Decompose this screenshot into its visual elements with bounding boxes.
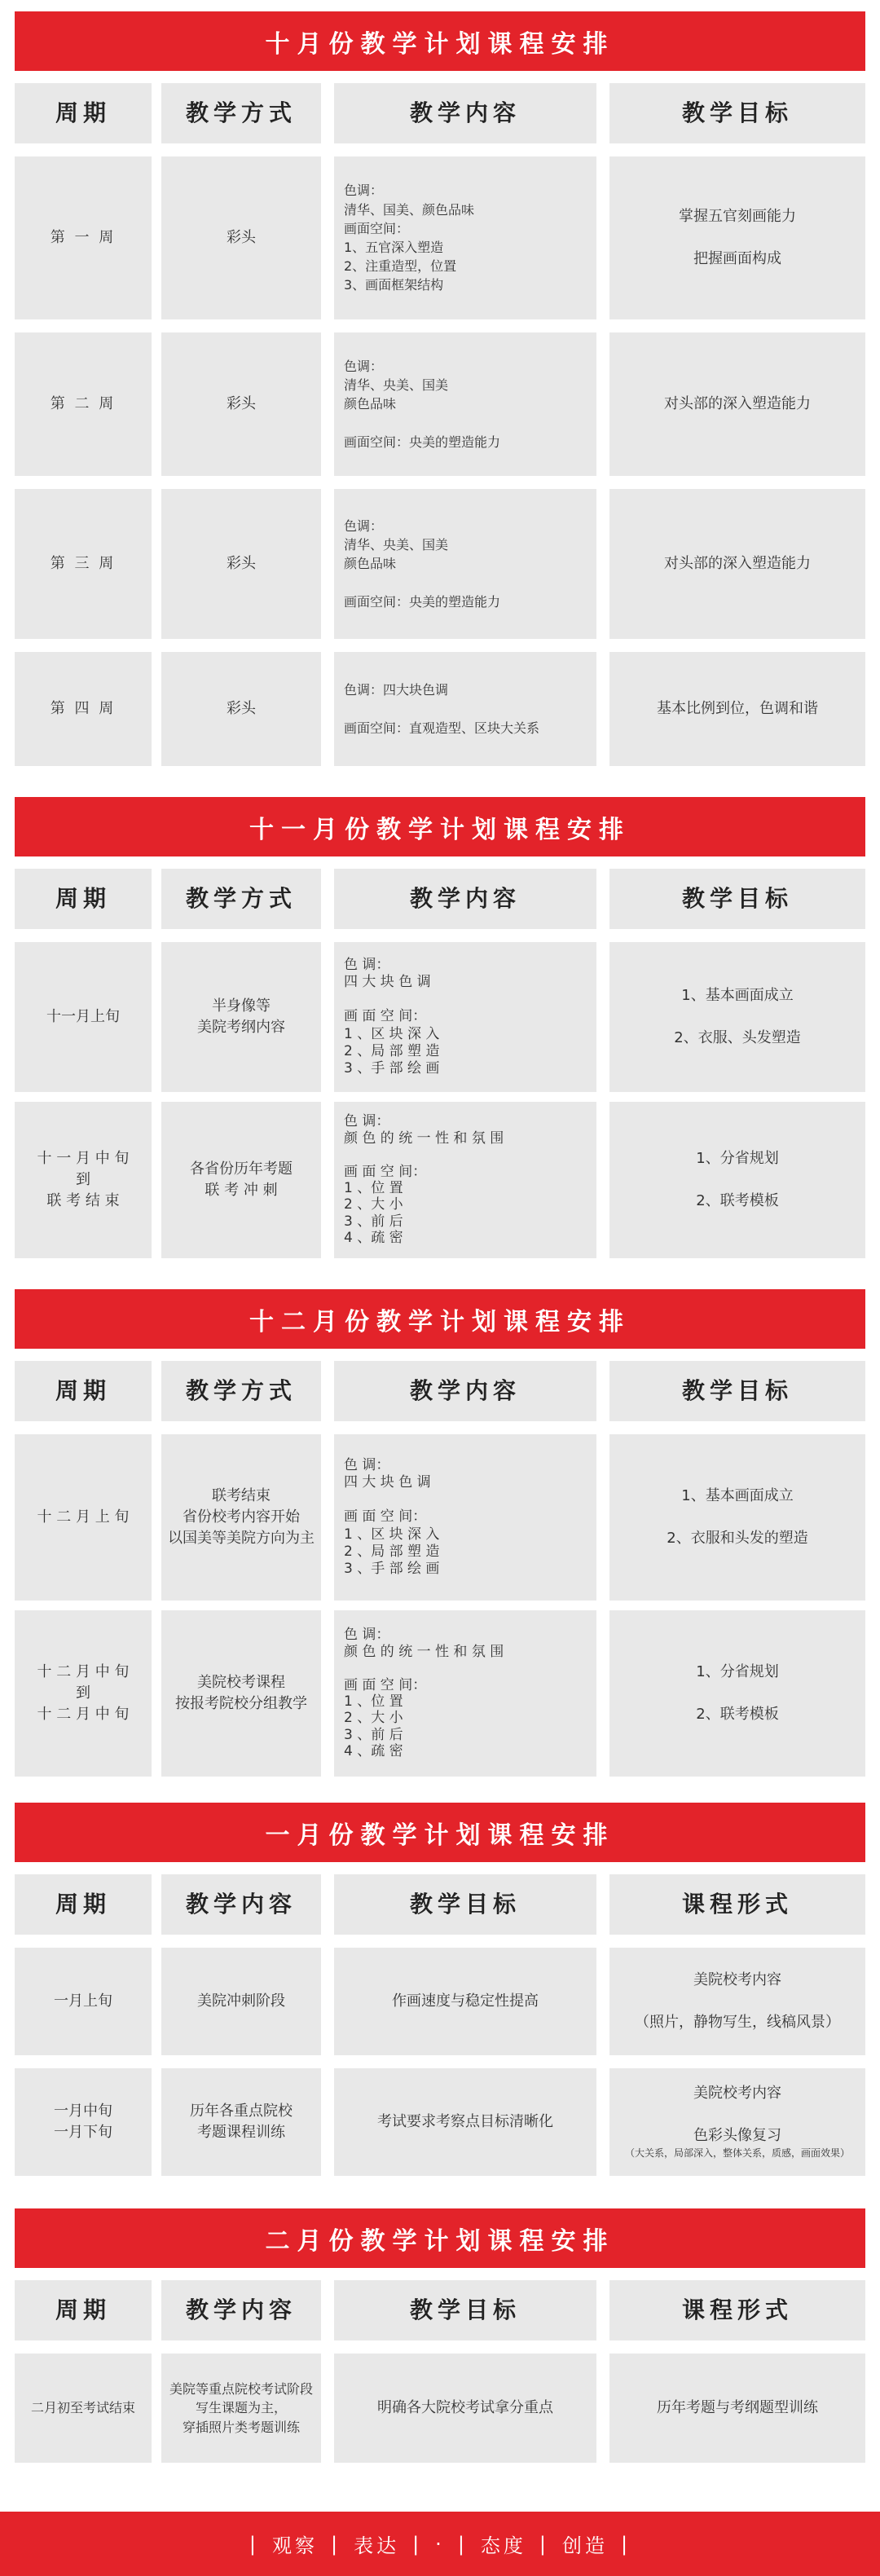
table-row-period: 第 二 周 [15, 332, 152, 476]
table-row-period: 第 一 周 [15, 156, 152, 319]
header-method: 教学方式 [161, 83, 321, 143]
table-row-goal: 基本比例到位，色调和谐 [609, 652, 865, 766]
header-content: 教学内容 [334, 83, 596, 143]
table-row-period: 第 四 周 [15, 652, 152, 766]
footer-separator: | [412, 2532, 423, 2556]
table-row-content: 色 调： 四 大 块 色 调 画 面 空 间： 1 、区 块 深 入 2 、局 部 塑 造 3 、手 部 绘 画 [334, 942, 596, 1092]
table-row-goal: 1、分省规划 2、联考模板 [609, 1610, 865, 1777]
footer-banner [0, 2512, 880, 2576]
header-method: 教学方式 [161, 869, 321, 929]
table-row-method: 彩头 [161, 332, 321, 476]
header-period: 周期 [15, 1361, 152, 1421]
table-row-method: 彩头 [161, 489, 321, 639]
footer-item-attitude: 态度 [480, 2534, 526, 2557]
table-row-content: 色调：四大块色调 画面空间：直观造型、区块大关系 [334, 652, 596, 766]
table-row-period: 十 二 月 上 旬 [15, 1434, 152, 1601]
table-row-goal: 作画速度与稳定性提高 [334, 1948, 596, 2055]
december-title: 十二月份教学计划课程安排 [15, 1289, 865, 1349]
footer-item-observe: 观察 [271, 2534, 318, 2557]
footer-separator: | [330, 2532, 341, 2556]
table-row-period: 十一月上旬 [15, 942, 152, 1092]
table-row-content: 美院等重点院校考试阶段 写生课题为主， 穿插照片类考题训练 [161, 2354, 321, 2463]
table-row-period: 一月上旬 [15, 1948, 152, 2055]
table-row-method: 彩头 [161, 652, 321, 766]
table-row-goal: 明确各大院校考试拿分重点 [334, 2354, 596, 2463]
table-row-period: 一月中旬 一月下旬 [15, 2068, 152, 2176]
footer-item-create: 创造 [562, 2534, 608, 2557]
table-row-format [609, 2068, 865, 2176]
header-format: 课程形式 [609, 2280, 865, 2340]
table-row-content: 色 调： 颜 色 的 统 一 性 和 氛 围 画 面 空 间： 1 、位 置 2 、大 小 3 、前 后 4 、疏 密 [334, 1102, 596, 1258]
table-row-content: 色 调： 颜 色 的 统 一 性 和 氛 围 画 面 空 间： 1 、位 置 2 、大 小 3 、前 后 4 、疏 密 [334, 1610, 596, 1777]
january-title: 一月份教学计划课程安排 [15, 1803, 865, 1862]
header-period: 周期 [15, 869, 152, 929]
table-row-method: 各省份历年考题 联 考 冲 刺 [161, 1102, 321, 1258]
header-goal: 教学目标 [334, 2280, 596, 2340]
format-note: （大关系，局部深入，整体关系，质感，画面效果） [624, 2147, 850, 2160]
header-content: 教学内容 [334, 869, 596, 929]
header-goal: 教学目标 [609, 869, 865, 929]
footer-separator: | [621, 2532, 631, 2556]
header-period: 周期 [15, 1874, 152, 1935]
format-main: 美院校考内容 色彩头像复习 [693, 2085, 781, 2145]
header-content: 教学内容 [161, 2280, 321, 2340]
header-goal: 教学目标 [334, 1874, 596, 1935]
table-row-goal: 对头部的深入塑造能力 [609, 489, 865, 639]
table-row-method: 半身像等 美院考纲内容 [161, 942, 321, 1092]
header-period: 周期 [15, 2280, 152, 2340]
table-row-content: 色调： 清华、央美、国美 颜色品味 画面空间：央美的塑造能力 [334, 489, 596, 639]
header-method: 教学方式 [161, 1361, 321, 1421]
table-row-format: 历年考题与考纲题型训练 [609, 2354, 865, 2463]
footer-separator: | [539, 2532, 549, 2556]
footer-separator: | [457, 2532, 468, 2556]
table-row-period: 第 三 周 [15, 489, 152, 639]
table-row-content: 色调： 清华、央美、国美 颜色品味 画面空间：央美的塑造能力 [334, 332, 596, 476]
table-row-content: 色 调： 四 大 块 色 调 画 面 空 间： 1 、区 块 深 入 2 、局 部 塑 造 3 、手 部 绘 画 [334, 1434, 596, 1601]
header-goal: 教学目标 [609, 83, 865, 143]
footer-item-express: 表达 [354, 2534, 400, 2557]
table-row-format: 美院校考内容 （照片，静物写生，线稿风景） [609, 1948, 865, 2055]
table-row-method: 彩头 [161, 156, 321, 319]
table-row-method: 联考结束 省份校考内容开始 以国美等美院方向为主 [161, 1434, 321, 1601]
february-title: 二月份教学计划课程安排 [15, 2208, 865, 2268]
table-row-content: 色调： 清华、国美、颜色品味 画面空间： 1、五官深入塑造 2、注重造型，位置 3、画面框架结构 [334, 156, 596, 319]
header-period: 周期 [15, 83, 152, 143]
footer-item-dot: · [435, 2532, 445, 2556]
table-row-period: 十 二 月 中 旬 到 十 二 月 中 旬 [15, 1610, 152, 1777]
table-row-goal: 考试要求考察点目标清晰化 [334, 2068, 596, 2176]
table-row-goal: 1、基本画面成立 2、衣服、头发塑造 [609, 942, 865, 1092]
table-row-content: 美院冲刺阶段 [161, 1948, 321, 2055]
table-row-period: 十 一 月 中 旬 到 联 考 结 束 [15, 1102, 152, 1258]
table-row-goal: 对头部的深入塑造能力 [609, 332, 865, 476]
header-goal: 教学目标 [609, 1361, 865, 1421]
table-row-period: 二月初至考试结束 [15, 2354, 152, 2463]
header-content: 教学内容 [161, 1874, 321, 1935]
header-format: 课程形式 [609, 1874, 865, 1935]
november-title: 十一月份教学计划课程安排 [15, 797, 865, 856]
table-row-content: 历年各重点院校 考题课程训练 [161, 2068, 321, 2176]
header-content: 教学内容 [334, 1361, 596, 1421]
footer-separator: | [249, 2532, 259, 2556]
table-row-goal: 1、分省规划 2、联考模板 [609, 1102, 865, 1258]
table-row-goal: 1、基本画面成立 2、衣服和头发的塑造 [609, 1434, 865, 1601]
october-title: 十月份教学计划课程安排 [15, 11, 865, 71]
table-row-method: 美院校考课程 按报考院校分组教学 [161, 1610, 321, 1777]
table-row-goal: 掌握五官刻画能力 把握画面构成 [609, 156, 865, 319]
